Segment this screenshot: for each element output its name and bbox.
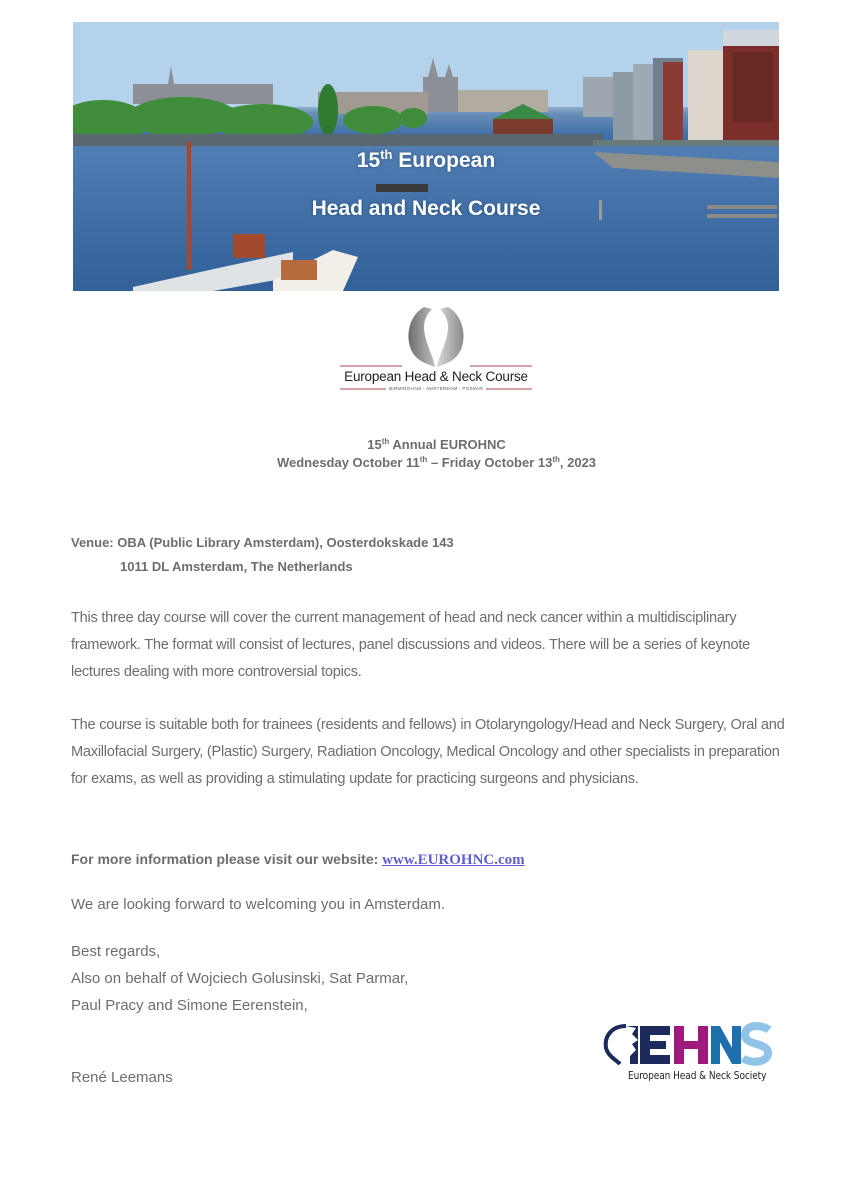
ehns-head-profile-icon bbox=[602, 1020, 774, 1070]
course-description-paragraph: This three day course will cover the current management of head and neck cancer within a multidisciplinary framework. The format will consist of lectures, panel discussions and videos. There will be a series of keynote lectures dealing with more controversial topics. bbox=[71, 610, 751, 680]
website-link[interactable]: www.EUROHNC.com bbox=[382, 852, 525, 868]
more-info-line bbox=[71, 851, 525, 869]
closing-line2: Also on behalf of Wojciech Golusinski, Sat Parmar, bbox=[71, 970, 409, 987]
venue-line2: 1011 DL Amsterdam, The Netherlands bbox=[120, 559, 353, 574]
event-dates: Wednesday October 11th – Friday October 13th, 2023 bbox=[276, 455, 597, 470]
banner-image bbox=[73, 22, 779, 291]
audience-paragraph: The course is suitable both for trainees (residents and fellows) in Otolaryngology/Head and Neck Surgery, Oral and Maxillofacial Surgery, (Plastic) Surgery, Radiation Oncology, Medical Oncology and other specialists in preparation for exams, as well as providing a stimulating update for practicing surgeons and physicians. bbox=[71, 717, 785, 787]
venue-line1: Venue: OBA (Public Library Amsterdam), Oosterdokskade 143 bbox=[71, 535, 454, 550]
ehns-logo bbox=[602, 1020, 774, 1086]
signature: René Leemans bbox=[71, 1069, 173, 1086]
european-head-neck-course-logo bbox=[336, 305, 536, 397]
course-logo-cities: BIRMINGHAM - AMSTERDAM - POZNAN bbox=[389, 386, 483, 391]
banner-title-line1: 15th European bbox=[356, 147, 496, 172]
ehns-logo-name: European Head & Neck Society bbox=[628, 1069, 767, 1082]
more-info-label: For more information please visit our website: bbox=[71, 851, 383, 867]
event-edition: 15th Annual EUROHNC bbox=[367, 437, 506, 452]
venue-address bbox=[71, 531, 454, 579]
closing-line1: Best regards, bbox=[71, 943, 161, 960]
course-logo-name: European Head & Neck Course bbox=[344, 369, 528, 384]
closing-block bbox=[71, 938, 408, 1019]
welcome-line: We are looking forward to welcoming you in Amsterdam. bbox=[71, 896, 446, 913]
banner-title-line2: Head and Neck Course bbox=[311, 197, 541, 220]
closing-line3: Paul Pracy and Simone Eerenstein, bbox=[71, 997, 308, 1014]
event-heading bbox=[0, 436, 849, 472]
